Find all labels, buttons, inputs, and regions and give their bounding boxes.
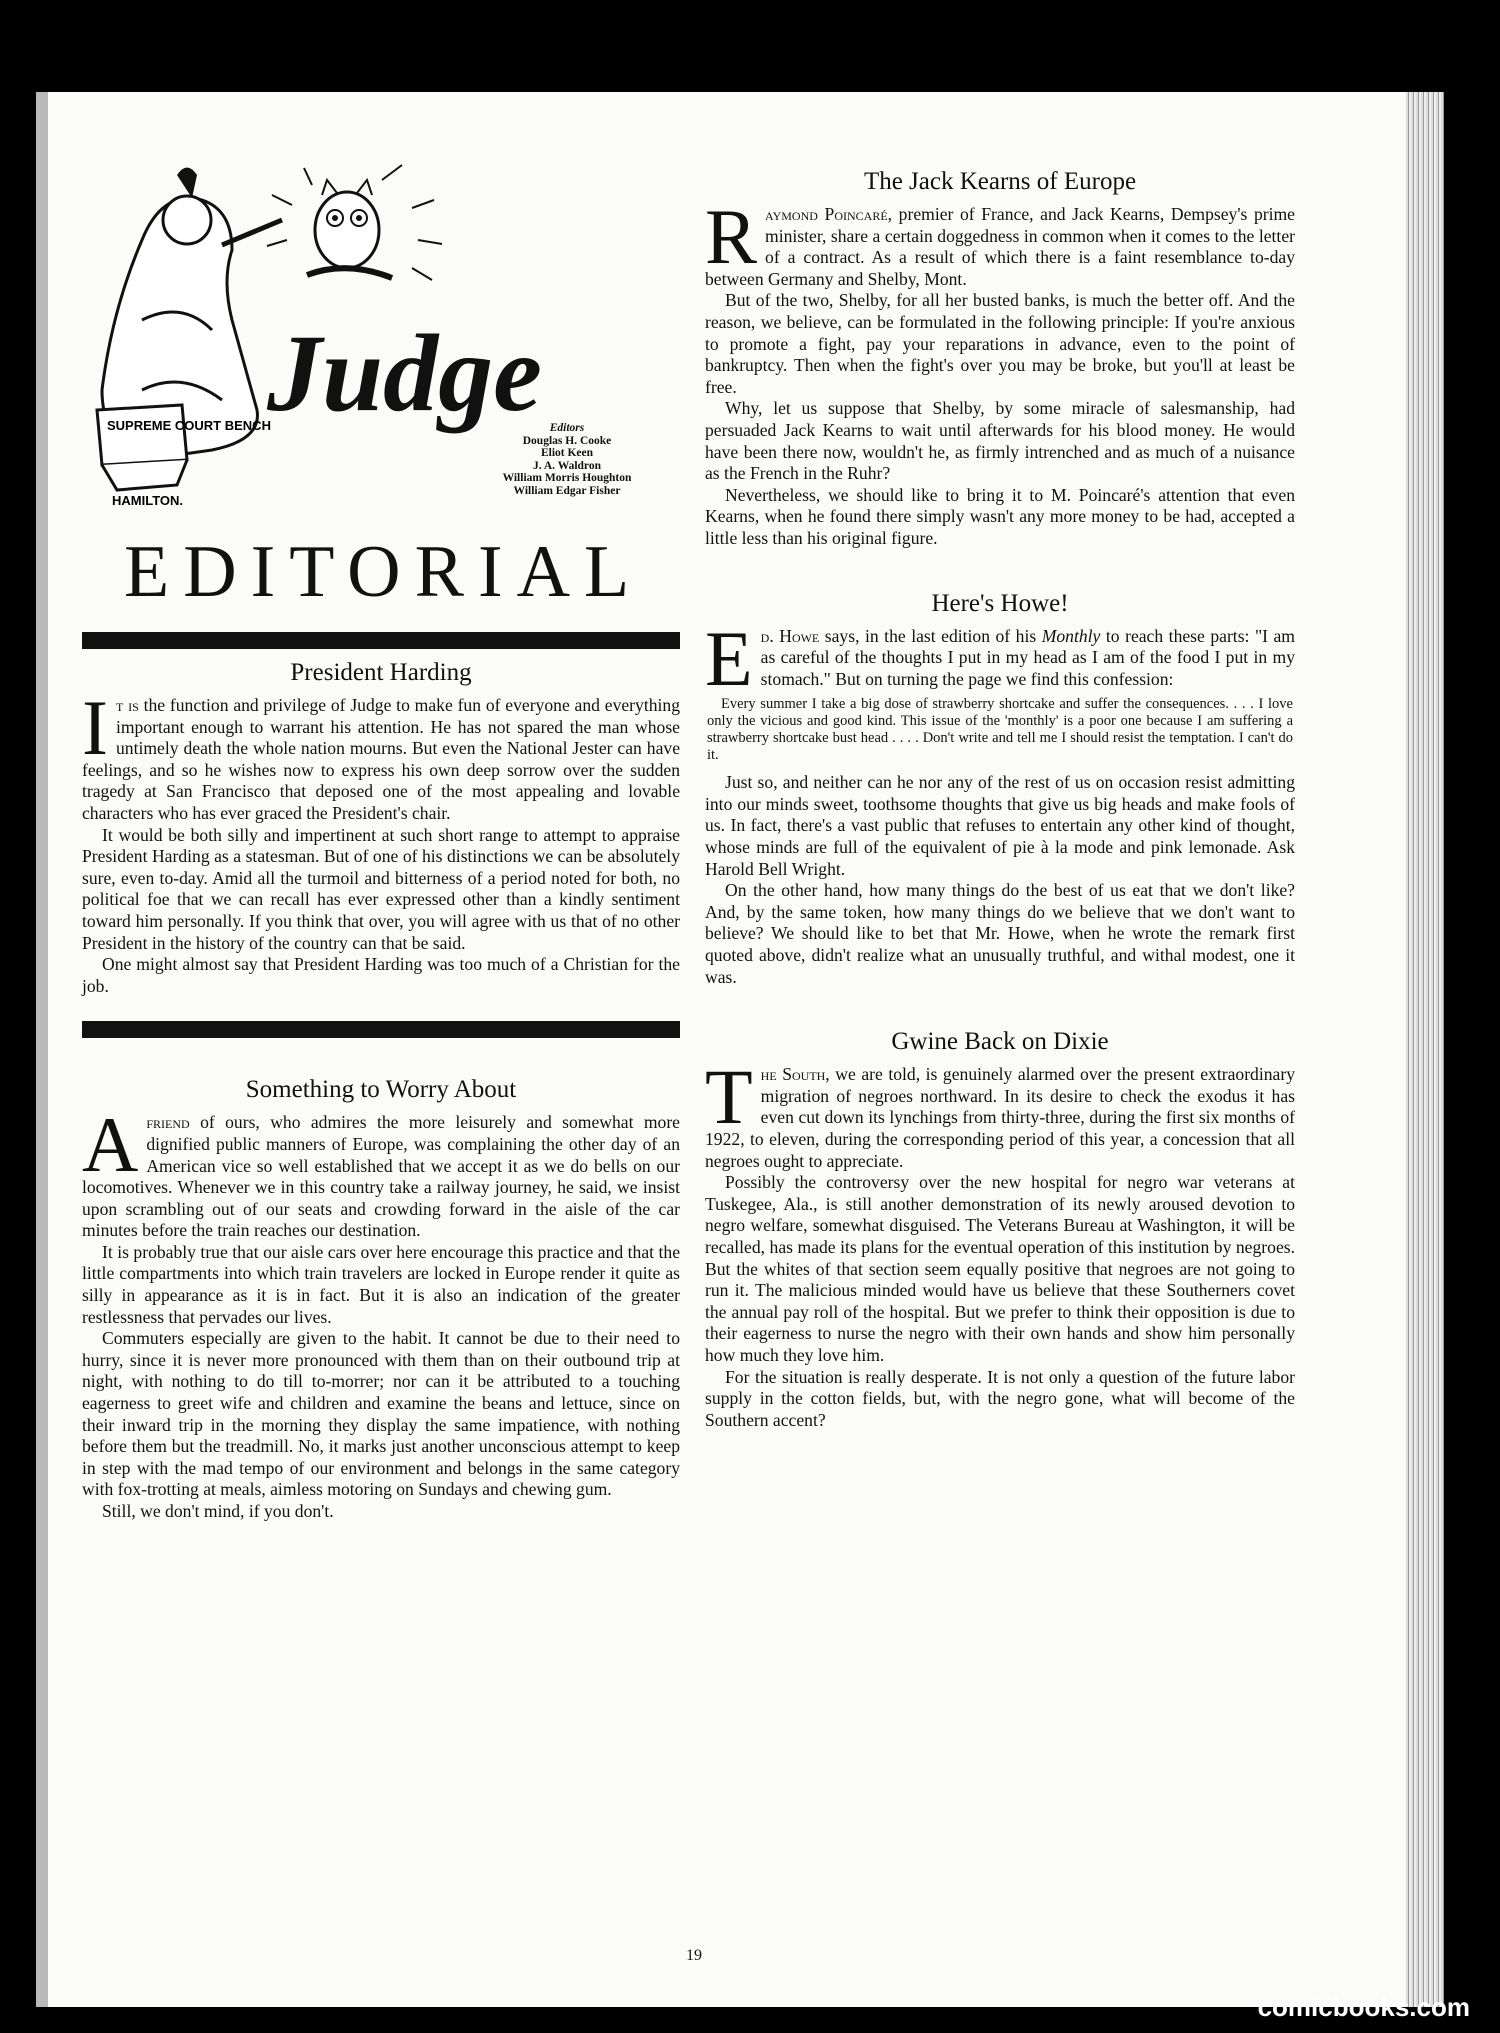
drop-cap: A [82, 1101, 139, 1189]
drop-cap: R [705, 193, 758, 280]
article-title: Something to Worry About [245, 1076, 517, 1104]
lead-in: aymond Poincaré, [765, 204, 893, 224]
article-paragraph: Commuters especially are given to the habit. It cannot be due to their need to hurry, since it is never more pronounced with them than on their outbound trip at night, with nothing to do till to-morrer; nor can it be attributed to a touching eagerness to greet wife and children and examine the beans and lettuce, since on their inward trip in the morning they display the same impatience, with nothing before them but the treadmill. No, it marks just another unconscious attempt to keep in step with the mad tempo of our environment and belongs in the same category with fox-trotting at meals, aimless motoring on Sundays and chewing gum. [82, 1328, 680, 1500]
article-paragraph [82, 684, 680, 825]
drop-cap: T [705, 1053, 753, 1141]
lead-in: friend [146, 1112, 190, 1133]
masthead [82, 160, 680, 613]
right-column [705, 168, 1295, 1431]
article-paragraph: It is probably true that our aisle cars over here encourage this practice and that the little compartments into which train travelers are locked in Europe render it quite as silly in appearance as it is in fact. But it is also an indication of the greater restlessness that pervades our lives. [82, 1241, 680, 1327]
artist-signature: HAMILTON. [112, 493, 184, 508]
bench-label: SUPREME COURT BENCH [107, 418, 271, 433]
article-kearns [705, 168, 1295, 550]
paragraph-text: says, in the last edition of his [819, 625, 1042, 646]
lead-in: t is [115, 695, 139, 715]
article-paragraph: On the other hand, how many things do the best of us eat that we don't like? And, by the same token, how many things do we believe that we don't want to believe? We should like to bet that Mr. Howe, when he wrote the remark first quoted above, didn't realize what an unusually truthful, and withal modest, one it was. [705, 880, 1295, 987]
editor-name: Douglas H. Cooke [522, 434, 612, 447]
paragraph-text: premier of France, and Jack Kearns, Dempsey's prime minister, share a certain doggedness in common when it comes to the letter of a contract. As a result of which there is a faint resemblance to-day between Germany and Shelby, Mont. [705, 204, 1295, 289]
article-paragraph: Why, let us suppose that Shelby, by some miracle of salesmanship, had persuaded Jack Kearns to wait until afterwards for his blood money. He would have been there now, wouldn't he, as firmly intrenched and as much of a nuisance as the French in the Ruhr? [705, 398, 1295, 484]
article-paragraph [705, 614, 1295, 702]
article-paragraph [705, 193, 1295, 290]
drop-cap: E [705, 614, 753, 702]
divider-rule [82, 632, 680, 649]
paragraph-text: of ours, who admires the more leisurely and somewhat more dignified public manners of Europe, was complaining the other day of an American vice so well established that we accept it as we do bells on our locomotives. Whenever we in this country take a railway journey, he said, we insist upon scrambling out of our seats and crowding forward in the aisle of the car minutes before the train reaches our destination. [82, 1112, 680, 1241]
editor-name: William Edgar Fisher [513, 484, 621, 497]
article-title: Here's Howe! [931, 589, 1069, 617]
article-paragraph: But of the two, Shelby, for all her busted banks, is much the better off. And the reason, we believe, can be formulated in the following principle: If you're anxious to promote a fight, pay your reparations in advance, even to the point of bankruptcy. Then when the fight's over you may be broke, but you'll at least be free. [705, 290, 1295, 397]
watermark: comicbooks.com [1257, 1992, 1470, 2022]
paragraph-text: to reach these parts: "I am as careful of the thoughts I put in my head as I am of the food I put in my stomach." But on turning the page we find this confession: [760, 625, 1295, 689]
article-title: Gwine Back on Dixie [891, 1028, 1109, 1056]
lead-in: d. Howe [760, 625, 820, 646]
book-spine [36, 92, 48, 2007]
page-number: 19 [686, 1947, 702, 1964]
article-harding [82, 659, 680, 997]
article-paragraph: One might almost say that President Harding was too much of a Christian for the job. [82, 954, 680, 996]
article-paragraph: Just so, and neither can he nor any of the rest of us on occasion resist admitting into our minds sweet, toothsome thoughts that give us big heads and make fools of us. In fact, there's a vast public that refuses to entertain any other kind of thought, whose minds are full of the equivalent of pie à la mode and pink lemonade. Ask Harold Bell Wright. [705, 772, 1295, 879]
article-worry [82, 1076, 680, 1522]
article-howe [705, 590, 1295, 989]
article-paragraph: It would be both silly and impertinent at such short range to attempt to appraise President Harding as a statesman. But of one of his distinctions we can be absolutely sure, even to-day. Amid all the turmoil and bitterness of a period noted for both, no political foe that we can recall has ever expressed other than a kindly sentiment toward him personally. If you think that over, you will agree with us that of no other President in the history of the country can that be said. [82, 824, 680, 953]
editor-name: Eliot Keen [540, 447, 594, 459]
paragraph-text: the function and privilege of Judge to make fun of everyone and everything important enough to warrant his attention. He has not spared the man whose untimely death the whole nation mourns. But even the National Jester can have feelings, and so he wishes now to express his own deep sorrow over the sudden tragedy at San Francisco that deposed one of the most appealing and lovable characters who has ever graced the President's chair. [82, 695, 680, 823]
paragraph-text: we are told, is genuinely alarmed over the present extraordinary migration of negroes northward. In its desire to check the exodus it has even cut down its lynchings from thirty-three, during the first six months of 1922, to eleven, during the corresponding period of this year, a concession that all negroes ought to appreciate. [705, 1064, 1296, 1171]
lead-in: he South, [760, 1064, 830, 1085]
article-dixie [705, 1028, 1295, 1431]
editors-list [437, 422, 697, 497]
section-title: EDITORIAL [124, 531, 644, 613]
quoted-confession: Every summer I take a big dose of strawberry shortcake and suffer the consequences. . . . I love only the vicious and good kind. This issue of the 'monthly' is a poor one because I am suffering a strawberry shortcake bust head . . . . Don't write and tell me I should resist the temptation. I can't do it. [707, 696, 1293, 764]
page-edges [1406, 92, 1444, 2007]
editors-label: Editors [549, 422, 585, 434]
drop-cap: I [82, 684, 108, 771]
article-title: The Jack Kearns of Europe [863, 168, 1137, 195]
article-title: President Harding [290, 659, 472, 686]
article-paragraph [705, 1053, 1296, 1172]
article-paragraph [82, 1101, 680, 1242]
divider-rule [82, 1021, 680, 1038]
article-paragraph: For the situation is really desperate. It is not only a question of the future labor supply in the cotton fields, but, with the negro gone, what will become of the Southern accent? [705, 1366, 1295, 1430]
judge-logo: Judge [267, 312, 542, 434]
article-paragraph: Still, we don't mind, if you don't. [102, 1501, 334, 1521]
left-column [82, 160, 680, 1523]
editor-name: William Morris Houghton [502, 472, 632, 484]
publication-name: Monthly [1041, 625, 1101, 646]
editor-name: J. A. Waldron [533, 459, 601, 472]
article-paragraph: Possibly the controversy over the new hospital for negro war veterans at Tuskegee, Ala., is still another demonstration of its newly aroused devotion to negro welfare, somewhat disguised. The Veterans Bureau at Washington, it will be recalled, has made its plans for the eventual operation of this institution by negroes. But the whites of that section seem equally positive that negroes are not going to run it. The malicious minded would have us believe that these Southerners covet the annual pay roll of the hospital. But we prefer to think their opposition is due to their eagerness to nurse the negro with their own hands and show him personally how much they love him. [705, 1172, 1295, 1365]
article-paragraph: Nevertheless, we should like to bring it to M. Poincaré's attention that even Kearns, when he found there simply wasn't any more money to be had, accepted a little less than his original figure. [705, 484, 1295, 548]
